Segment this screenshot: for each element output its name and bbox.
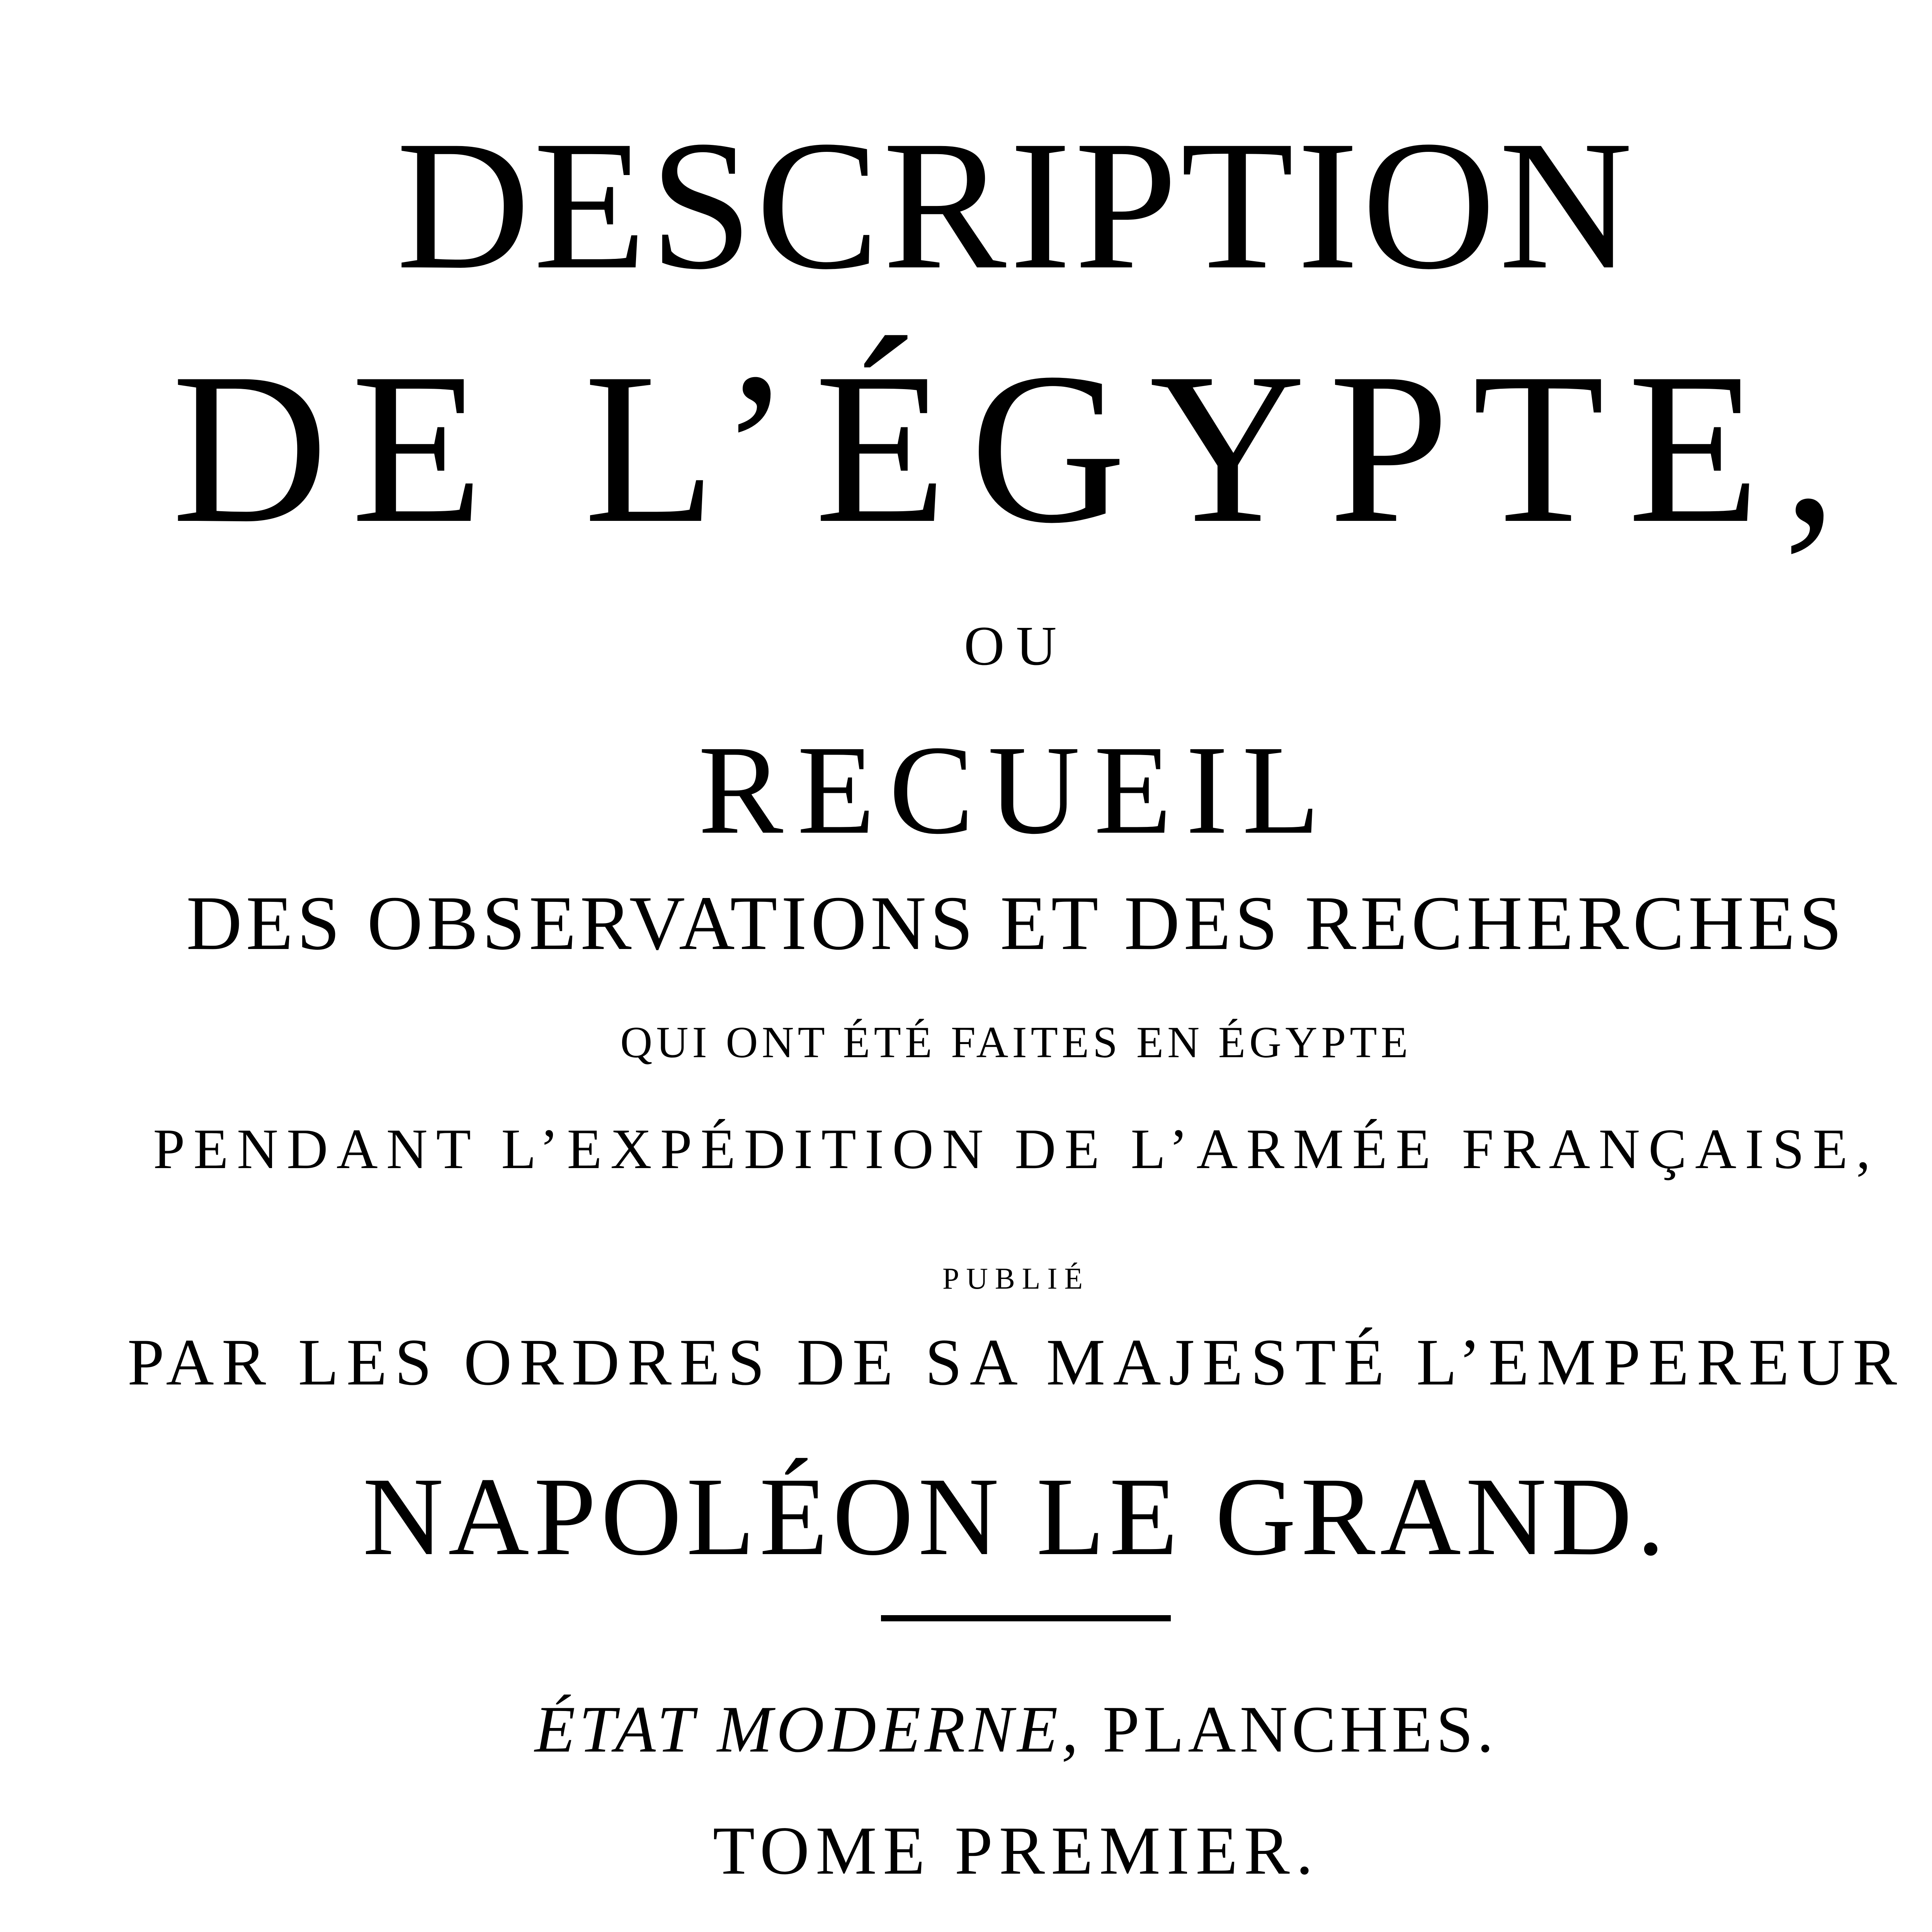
subtitle-faites-en-egypte: QUI ONT ÉTÉ FAITES EN ÉGYPTE [620,1018,1412,1067]
section-label [0,1693,1932,1766]
tome-label: TOME PREMIER. [713,1812,1320,1889]
subtitle-observations: DES OBSERVATIONS ET DES RECHERCHES [186,881,1846,966]
subtitle-publie: PUBLIÉ [942,1262,1090,1295]
title-line-description: DESCRIPTION [396,102,1636,308]
subtitle-napoleon: NAPOLÉON LE GRAND. [362,1454,1670,1578]
divider-rule [881,1615,1171,1621]
section-label-italic: ÉTAT MODERNE, [534,1693,1082,1766]
title-line-egypte: DE L’ÉGYPTE, [172,328,1861,568]
subtitle-ordres: PAR LES ORDRES DE SA MAJESTÉ L’EMPEREUR [127,1326,1905,1399]
title-line-recueil: RECUEIL [698,719,1334,861]
title-line-ou: OU [964,615,1068,677]
section-label-plain: PLANCHES. [1082,1693,1498,1766]
subtitle-expedition: PENDANT L’EXPÉDITION DE L’ARMÉE FRANÇAISE, [153,1117,1879,1181]
